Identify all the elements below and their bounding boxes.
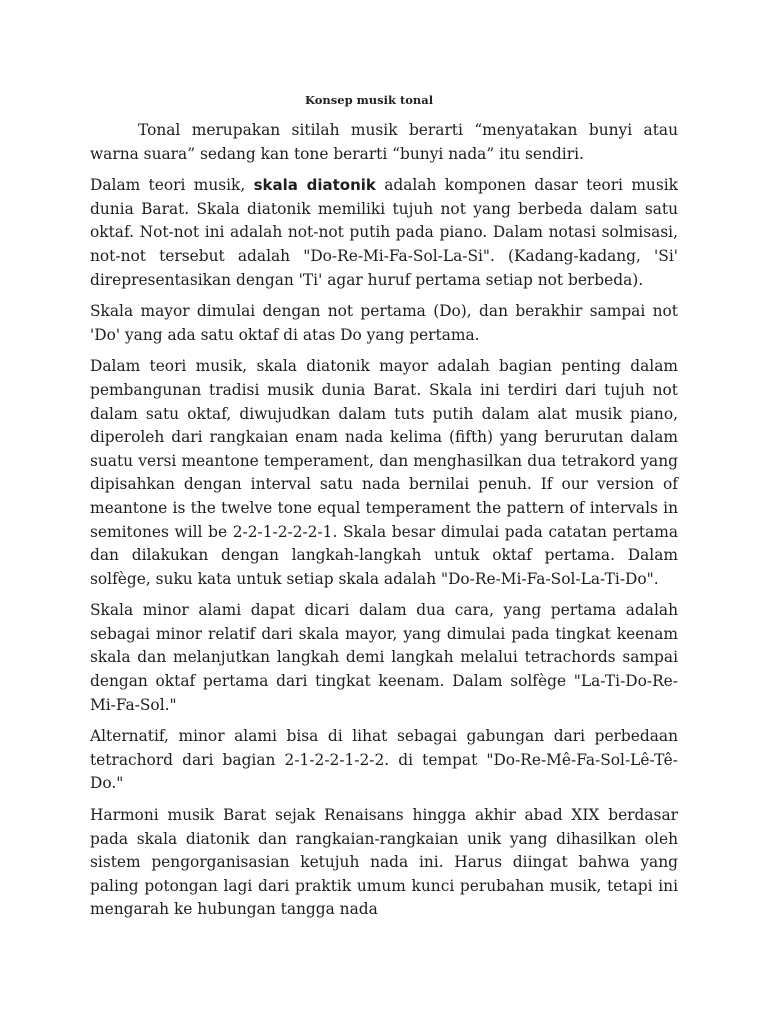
document-title: Konsep musik tonal [305,93,434,107]
diatonic-intro-text: Dalam teori musik, [90,176,254,195]
paragraph-diatonic-scale [90,174,678,292]
diatonic-term: skala diatonik [253,176,376,195]
document-body [90,119,678,930]
paragraph-natural-minor: Skala minor alami dapat dicari dalam dua cara, yang pertama adalah sebagai minor relatif dari skala mayor, yang dimulai pada tingkat keenam skala dan melanjutkan langkah demi langkah melalui tetrachords sampai dengan oktaf pertama dari tingkat keenam. Dalam solfège "La-Ti-Do-Re-Mi-Fa-Sol." [90,601,678,714]
diatonic-rest-text: adalah komponen dasar teori musik dunia Barat. Skala diatonik memiliki tujuh not yang berbeda dalam satu oktaf. Not-not ini adalah not-not putih pada piano. Dalam notasi solmisasi, not-not tersebut adalah "Do-Re-Mi-Fa-Sol-La-Si". (Kadang-kadang, 'Si' direpresentasikan dengan 'Ti' agar huruf pertama setiap not berbeda). [90,176,678,289]
paragraph-major-scale: Skala mayor dimulai dengan not pertama (Do), dan berakhir sampai not 'Do' yang ada satu oktaf di atas Do yang pertama. [90,302,678,344]
paragraph-western-harmony: Harmoni musik Barat sejak Renaisans hingga akhir abad XIX berdasar pada skala diatonik dan rangkaian-rangkaian unik yang dihasilkan oleh sistem pengorganisasian ketujuh nada ini. Harus diingat bahwa yang paling potongan lagi dari praktik umum kunci perubahan musik, tetapi ini mengarah ke hubungan tangga nada [90,806,678,919]
paragraph-alternative-minor: Alternatif, minor alami bisa di lihat sebagai gabungan dari perbedaan tetrachord dari bagian 2-1-2-2-1-2-2. di tempat "Do-Re-Mê-Fa-Sol-Lê-Tê-Do." [90,727,678,793]
paragraph-diatonic-major: Dalam teori musik, skala diatonik mayor adalah bagian penting dalam pembangunan tradisi musik dunia Barat. Skala ini terdiri dari tujuh not dalam satu oktaf, diwujudkan dalam tuts putih dalam alat musik piano, diperoleh dari rangkaian enam nada kelima (fifth) yang berurutan dalam suatu versi meantone temperament, dan menghasilkan dua tetrakord yang dipisahkan dengan interval satu nada bernilai penuh. If our version of meantone is the twelve tone equal temperament the pattern of intervals in semitones will be 2-2-1-2-2-2-1. Skala besar dimulai pada catatan pertama dan dilakukan dengan langkah-langkah untuk oktaf pertama. Dalam solfège, suku kata untuk setiap skala adalah "Do-Re-Mi-Fa-Sol-La-Ti-Do". [90,357,678,588]
paragraph-tonal-definition: Tonal merupakan sitilah musik berarti “menyatakan bunyi atau warna suara” sedang kan tone berarti “bunyi nada” itu sendiri. [90,121,678,163]
